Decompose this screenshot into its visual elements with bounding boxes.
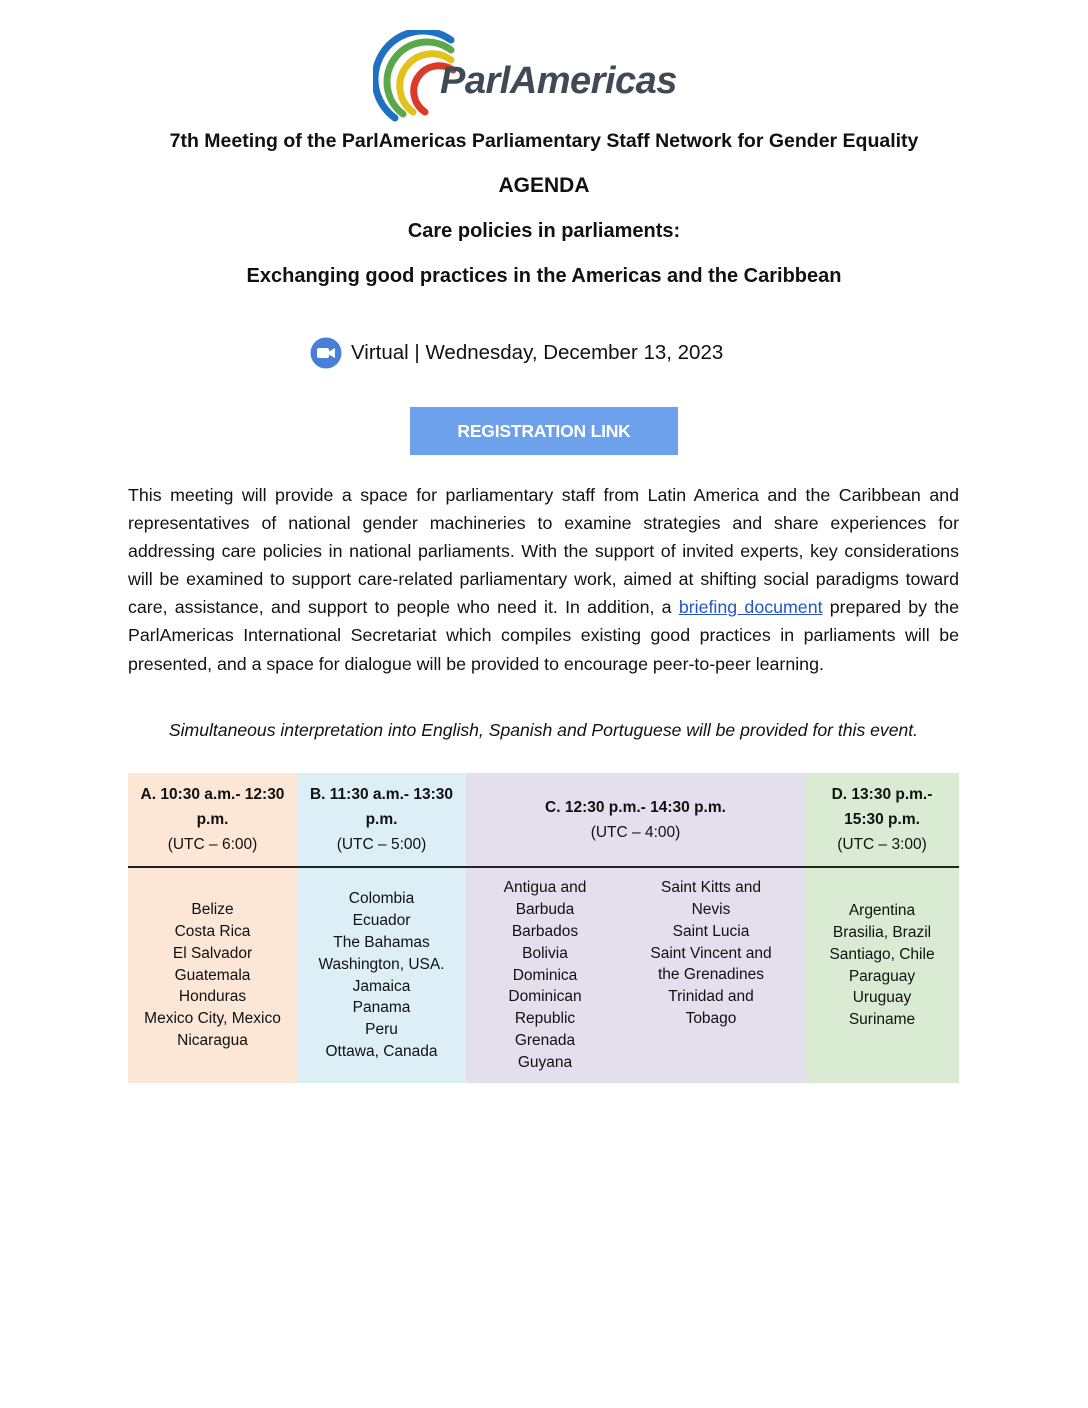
schedule-column-c (466, 773, 805, 1083)
country-item: Dominica (512, 966, 578, 984)
column-header-b (297, 773, 466, 866)
time-slot-c: C. 12:30 p.m.- 14:30 p.m. (545, 798, 726, 816)
event-info (310, 336, 723, 370)
country-item: Ottawa, Canada (325, 1042, 438, 1060)
country-item: Barbados (511, 923, 579, 940)
country-item: Colombia (348, 890, 415, 908)
country-item: Nicaragua (177, 1031, 248, 1049)
subtitle-exchanging-practices: Exchanging good practices in the Americas and the Caribbean (246, 265, 842, 287)
country-item: Suriname (848, 1011, 916, 1029)
country-item: Jamaica (352, 977, 411, 995)
briefing-document-link[interactable]: briefing document (678, 597, 823, 618)
agenda-heading: AGENDA (498, 174, 590, 197)
country-item: Guyana (517, 1053, 573, 1071)
country-item: Costa Rica (174, 923, 251, 940)
column-header-a (128, 773, 297, 866)
time-slot-b: B. 11:30 a.m.- 13:30 p.m. (309, 786, 454, 828)
country-item: Belize (191, 901, 234, 919)
time-slot-a: A. 10:30 a.m.- 12:30 p.m. (140, 786, 285, 828)
utc-offset-a: (UTC – 6:00) (167, 836, 258, 853)
description-paragraph (128, 481, 959, 678)
registration-link-button[interactable]: REGISTRATION LINK (410, 407, 678, 455)
country-list-d (805, 848, 959, 1083)
country-item: Bolivia (522, 944, 568, 962)
header-divider (128, 866, 959, 868)
country-item: Argentina (848, 902, 916, 920)
country-list-c2 (636, 824, 786, 1083)
event-location-date: Virtual | Wednesday, December 13, 2023 (351, 341, 724, 364)
country-list-a (128, 868, 297, 1083)
description-text-1: This meeting will provide a space for parliamentary staff from Latin America and the Caribbean and representatives of national gender machineries to examine strategies and share experiences for addressing care policies in national parliaments. With the support of invited experts, key considerations will be examined to support care-related parliamentary work, aimed at shifting social paradigms toward care, assistance, and support to people who need it. In addition, a (128, 485, 959, 618)
meeting-title: 7th Meeting of the ParlAmericas Parliamentary Staff Network for Gender Equality (169, 130, 919, 152)
utc-offset-b: (UTC – 5:00) (336, 836, 427, 853)
country-item: Panama (352, 999, 411, 1017)
country-item: Washington, USA. (318, 955, 445, 973)
country-item: Brasilia, Brazil (832, 923, 932, 941)
time-slot-d: D. 13:30 p.m.- 15:30 p.m. (831, 786, 933, 828)
video-camera-icon (310, 337, 342, 369)
country-item: Trinidad and Tobago (668, 988, 754, 1027)
country-item: Paraguay (848, 967, 916, 985)
country-item: Honduras (178, 988, 247, 1006)
country-list-c1 (466, 868, 620, 1083)
utc-offset-c: (UTC – 4:00) (590, 823, 681, 841)
schedule-table (128, 773, 959, 1083)
country-item: Saint Vincent and the Grenadines (650, 944, 772, 984)
country-item: Guatemala (174, 966, 251, 984)
country-item: The Bahamas (333, 933, 430, 951)
country-item: Saint Kitts and Nevis (661, 879, 761, 918)
schedule-column-d (805, 773, 959, 1083)
parlamericas-logo (373, 30, 713, 126)
description-text-2: prepared by the ParlAmericas International Secretariat which compiles existing good practices in parliaments will be presented, and a space for dialogue will be provided to encourage peer-to-peer learning. (128, 597, 960, 674)
country-item: Santiago, Chile (829, 945, 935, 963)
subtitle-care-policies: Care policies in parliaments: (407, 220, 681, 242)
interpretation-note: Simultaneous interpretation into English, Spanish and Portuguese will be provided for this event. (168, 720, 919, 740)
country-item: Peru (365, 1021, 398, 1039)
country-item: Saint Lucia (672, 922, 750, 940)
country-item: Dominican Republic (508, 988, 582, 1028)
country-item: El Salvador (172, 944, 253, 962)
country-item: Uruguay (852, 989, 912, 1007)
logo-wordmark: ParlAmericas (440, 60, 677, 102)
utc-offset-d: (UTC – 3:00) (837, 836, 927, 853)
country-item: Mexico City, Mexico (144, 1010, 281, 1028)
schedule-column-a (128, 773, 297, 1083)
country-item: Grenada (514, 1031, 576, 1049)
country-item: Antigua and Barbuda (503, 879, 587, 919)
country-list-b (297, 868, 466, 1083)
schedule-column-b (297, 773, 466, 1083)
country-item: Ecuador (352, 912, 411, 930)
